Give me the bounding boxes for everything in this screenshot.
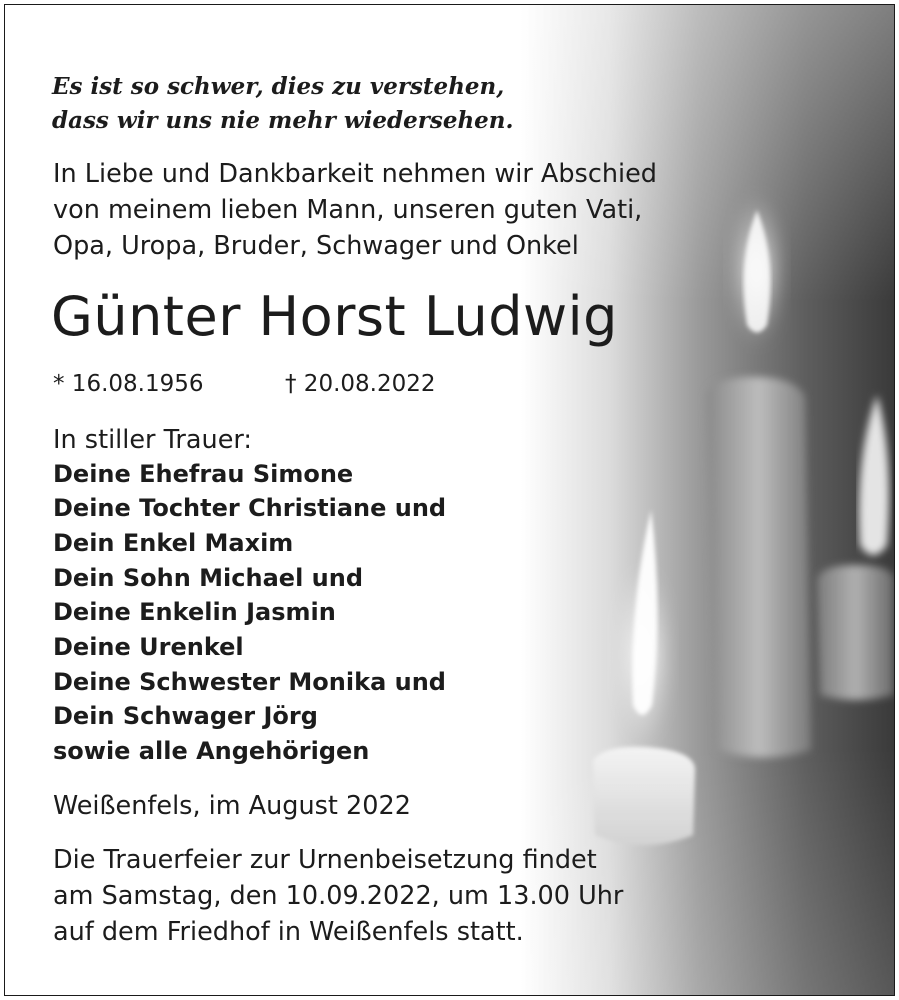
intro-line: von meinem lieben Mann, unseren guten Vati, <box>53 195 643 225</box>
mourner-line: Deine Tochter Christiane und <box>53 494 447 522</box>
verse-line: dass wir uns nie mehr wiedersehen. <box>52 107 514 134</box>
deceased-name: Günter Horst Ludwig <box>51 285 618 348</box>
birth-date: * 16.08.1956 <box>53 371 204 397</box>
obituary-notice <box>4 4 895 996</box>
mourner-line: Deine Schwester Monika und <box>53 668 446 696</box>
mourner-line: Dein Schwager Jörg <box>53 702 318 730</box>
mourner-line: Deine Enkelin Jasmin <box>53 598 336 626</box>
mourner-line: Deine Urenkel <box>53 633 244 661</box>
mourner-line: Deine Ehefrau Simone <box>53 460 354 488</box>
service-line: am Samstag, den 10.09.2022, um 13.00 Uhr <box>53 881 624 911</box>
verse-line: Es ist so schwer, dies zu verstehen, <box>52 73 505 100</box>
service-line: Die Trauerfeier zur Urnenbeisetzung findet <box>53 845 597 875</box>
service-line: auf dem Friedhof in Weißenfels statt. <box>53 917 524 947</box>
mourner-line: sowie alle Angehörigen <box>53 737 370 765</box>
notice-text <box>5 5 894 995</box>
mourner-line: Dein Sohn Michael und <box>53 564 363 592</box>
mourning-heading: In stiller Trauer: <box>53 425 253 455</box>
mourner-line: Dein Enkel Maxim <box>53 529 294 557</box>
intro-line: In Liebe und Dankbarkeit nehmen wir Abschied <box>53 159 657 189</box>
place-date: Weißenfels, im August 2022 <box>53 791 411 821</box>
death-date: † 20.08.2022 <box>285 371 436 397</box>
intro-line: Opa, Uropa, Bruder, Schwager und Onkel <box>53 231 579 261</box>
